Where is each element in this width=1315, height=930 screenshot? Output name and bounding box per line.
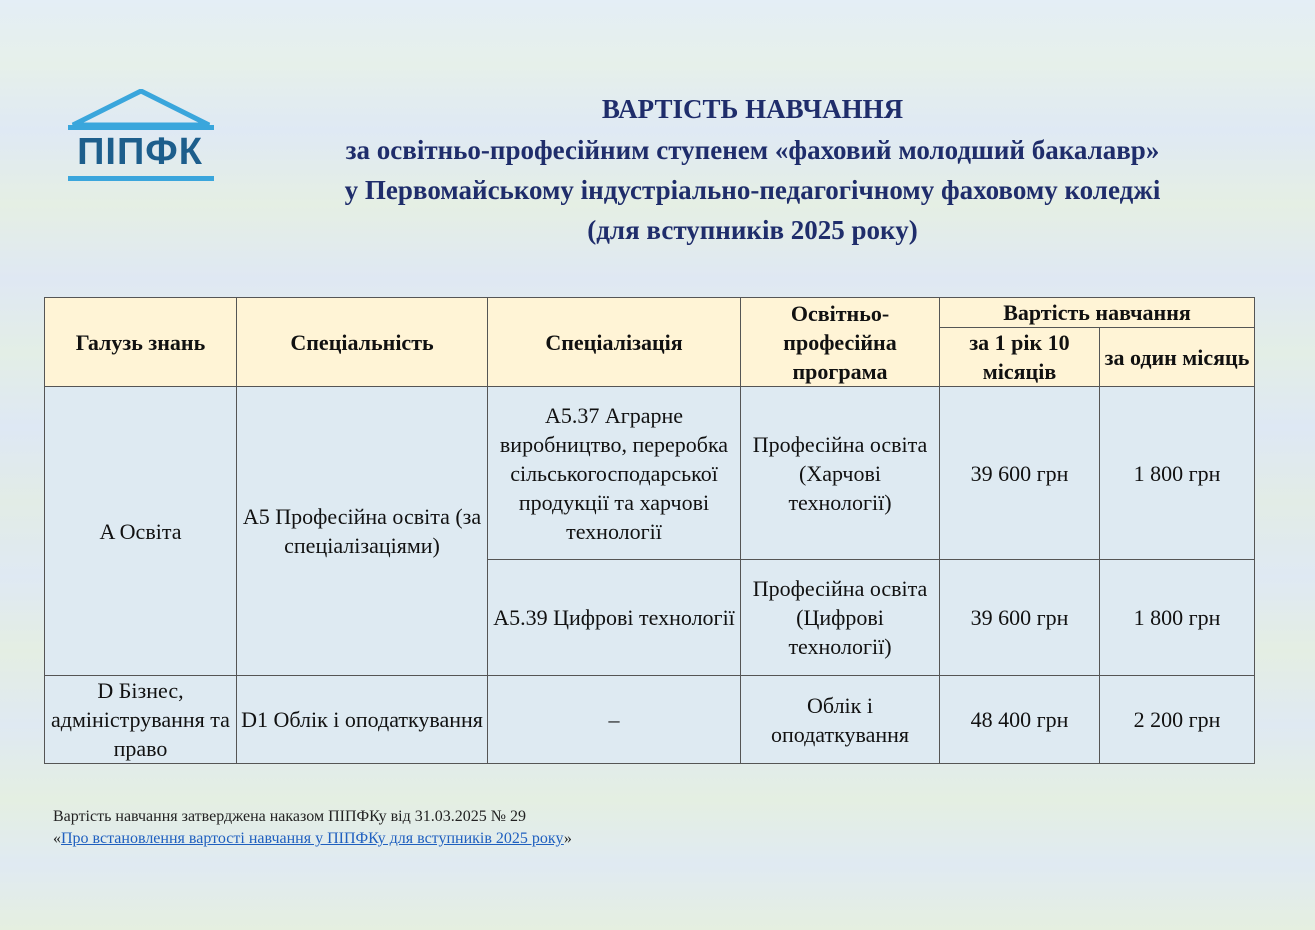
header-program: Освітньо-професійна програма [741, 298, 940, 387]
order-link[interactable]: Про встановлення вартості навчання у ПІПФКу для вступників 2025 року [61, 830, 564, 847]
title-line-2: за освітньо-професійним ступенем «фаховий молодший бакалавр» [345, 135, 1160, 165]
quote-open: « [53, 830, 61, 847]
header-cost-month: за один місяць [1100, 328, 1255, 387]
cell-cost-month: 2 200 грн [1100, 676, 1255, 764]
footnote-order-text: Вартість навчання затверджена наказом ПІПФКу від 31.03.2025 № 29 [53, 808, 527, 825]
cell-specialization: A5.37 Аграрне виробництво, переробка сільськогосподарської продукції та харчові технології [488, 387, 741, 560]
cell-specialty: D1 Облік і оподаткування [237, 676, 488, 764]
cell-program: Професійна освіта (Харчові технології) [741, 387, 940, 560]
title-line-1: ВАРТІСТЬ НАВЧАННЯ [601, 94, 904, 124]
cell-cost-month: 1 800 грн [1100, 560, 1255, 676]
college-logo [66, 89, 216, 183]
title-line-3: у Первомайському індустріально-педагогічному фаховому коледжі [344, 175, 1161, 205]
cell-cost-full: 48 400 грн [940, 676, 1100, 764]
cell-field: A Освіта [45, 387, 237, 676]
footnote-link-line [53, 828, 572, 850]
table-header-row [45, 298, 1255, 328]
tuition-table [44, 297, 1255, 764]
title-line-4: (для вступників 2025 року) [587, 215, 918, 245]
cell-field: D Бізнес, адміністрування та право [45, 676, 237, 764]
header-specialization: Спеціалізація [488, 298, 741, 387]
cell-cost-full: 39 600 грн [940, 387, 1100, 560]
cell-cost-month: 1 800 грн [1100, 387, 1255, 560]
header-field: Галузь знань [45, 298, 237, 387]
header-cost-group: Вартість навчання [940, 298, 1255, 328]
cell-specialization: A5.39 Цифрові технології [488, 560, 741, 676]
header-cost-full: за 1 рік 10 місяців [940, 328, 1100, 387]
logo-text: ПІПФК [77, 131, 203, 173]
footnote [53, 806, 572, 850]
table-row [45, 387, 1255, 560]
cell-program: Облік і оподаткування [741, 676, 940, 764]
cell-specialization: – [488, 676, 741, 764]
page-title [240, 88, 1265, 250]
cell-program: Професійна освіта (Цифрові технології) [741, 560, 940, 676]
table-row [45, 676, 1255, 764]
quote-close: » [563, 830, 572, 847]
cell-cost-full: 39 600 грн [940, 560, 1100, 676]
cell-specialty: A5 Професійна освіта (за спеціалізаціями) [237, 387, 488, 676]
header-specialty: Спеціальність [237, 298, 488, 387]
